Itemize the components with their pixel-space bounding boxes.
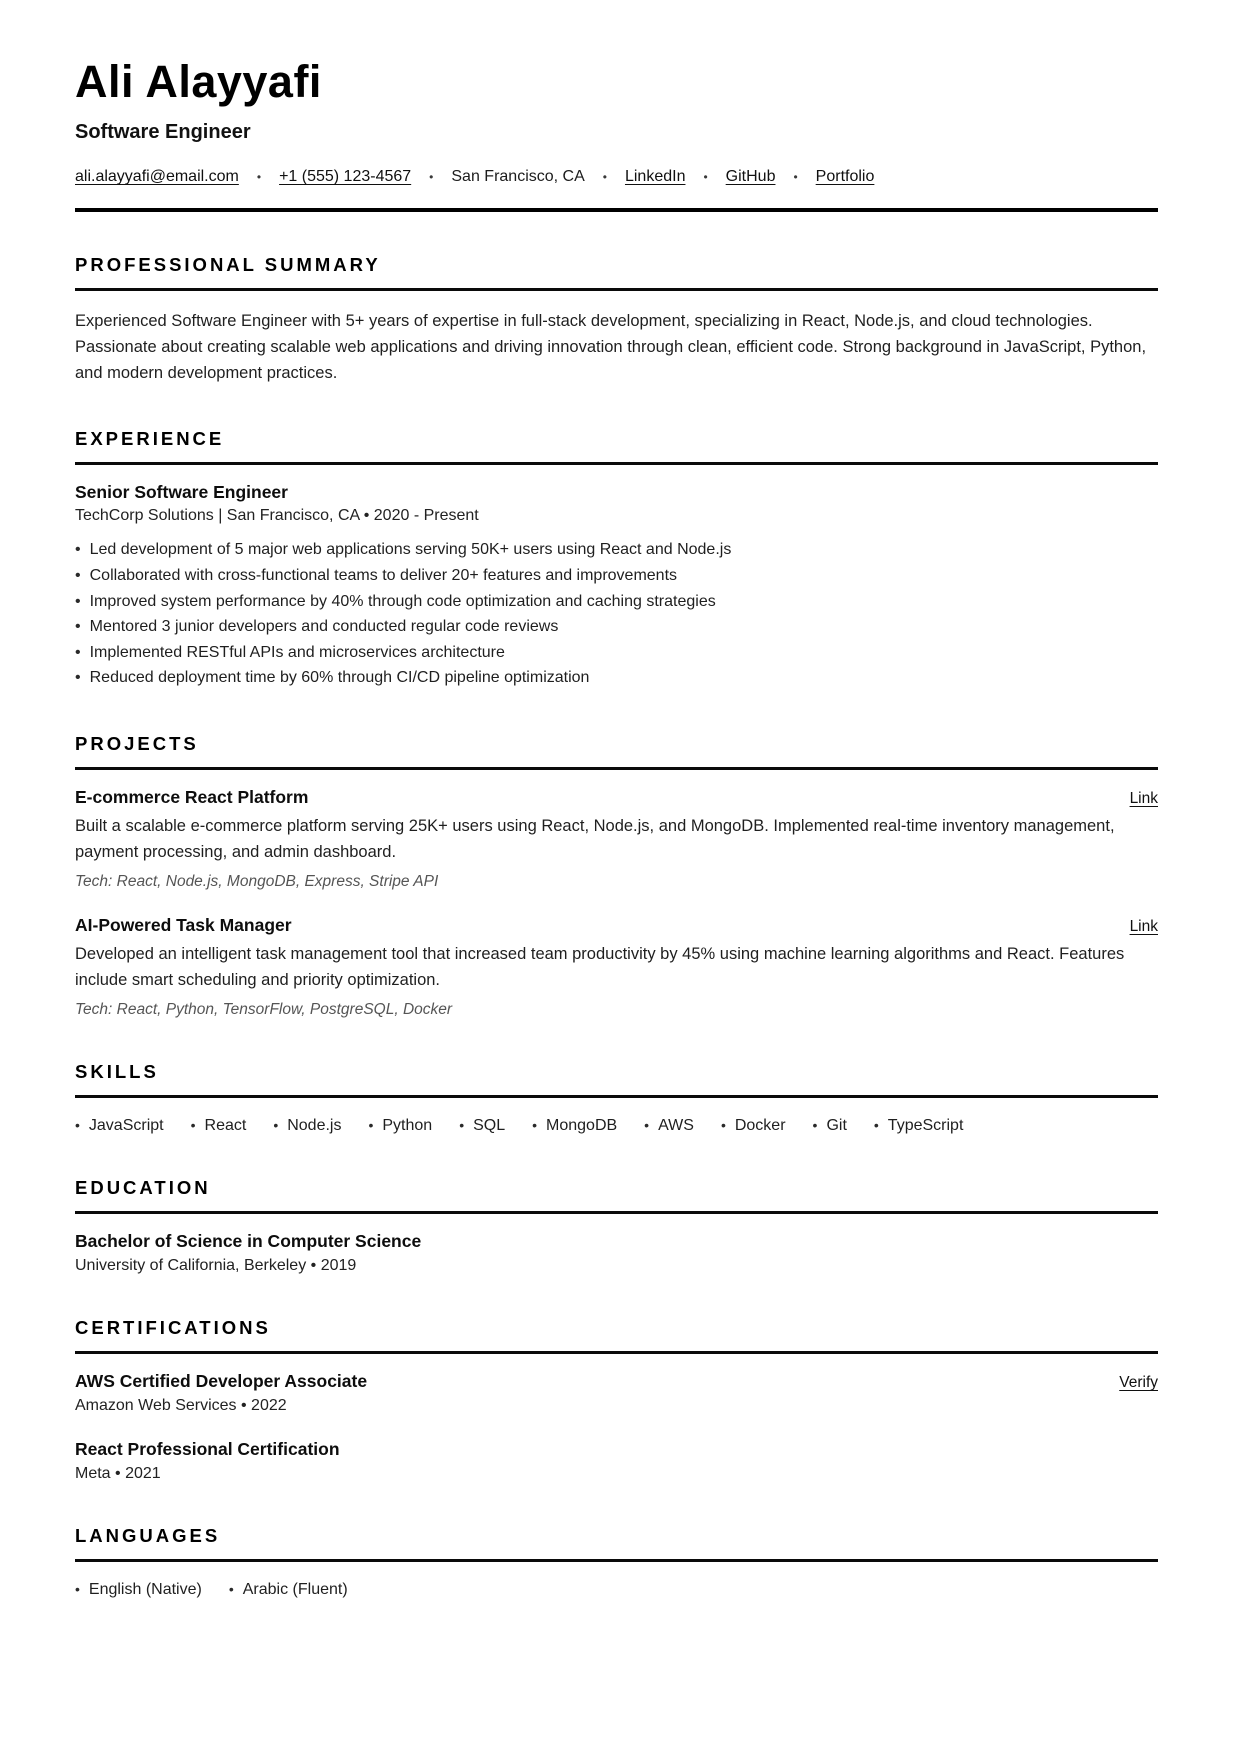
certification-title: React Professional Certification xyxy=(75,1439,340,1460)
email-link[interactable]: ali.alayyafi@email.com xyxy=(75,168,239,186)
github-link[interactable]: GitHub xyxy=(725,168,776,186)
certification-item xyxy=(75,1371,1158,1415)
project-item xyxy=(75,915,1158,1019)
certification-meta: Meta • 2021 xyxy=(75,1465,161,1483)
certification-title: AWS Certified Developer Associate xyxy=(75,1371,368,1392)
project-link[interactable]: Link xyxy=(1129,918,1158,936)
skill-item: • MongoDB xyxy=(532,1117,617,1135)
project-tech: Tech: React, Python, TensorFlow, PostgreSQL, Docker xyxy=(75,1001,453,1019)
linkedin-link[interactable]: LinkedIn xyxy=(624,168,686,186)
location-text: San Francisco, CA xyxy=(451,168,585,186)
section-education xyxy=(75,1177,1158,1275)
job-title: Senior Software Engineer xyxy=(75,482,288,503)
project-description: Built a scalable e-commerce platform serving 25K+ users using React, Node.js, and MongoDB. Implemented real-time inventory management, payment processing, and admin dashboard. xyxy=(75,817,1115,862)
project-title: AI-Powered Task Manager xyxy=(75,915,292,936)
project-link[interactable]: Link xyxy=(1129,790,1158,807)
job-bullet: • Reduced deployment time by 60% through CI/CD pipeline optimization xyxy=(75,665,1158,691)
skills-heading: SKILLS xyxy=(75,1061,1158,1098)
certification-verify-link[interactable]: Verify xyxy=(1119,1374,1158,1392)
section-experience xyxy=(75,428,1158,691)
project-item xyxy=(75,787,1158,891)
experience-heading: EXPERIENCE xyxy=(75,428,1158,465)
skill-item: • React xyxy=(191,1117,247,1135)
education-heading: EDUCATION xyxy=(75,1177,1158,1214)
project-tech: Tech: React, Node.js, MongoDB, Express, Stripe API xyxy=(75,873,439,891)
contact-separator: • xyxy=(429,170,434,185)
certifications-heading: CERTIFICATIONS xyxy=(75,1317,1158,1354)
section-languages xyxy=(75,1525,1158,1599)
skill-item: • Docker xyxy=(721,1117,786,1135)
project-list xyxy=(75,787,1158,1019)
languages-heading: LANGUAGES xyxy=(75,1525,1158,1562)
resume-header xyxy=(75,58,1158,212)
skill-item: • Git xyxy=(813,1117,847,1135)
job-bullet: • Mentored 3 junior developers and conducted regular code reviews xyxy=(75,614,1158,640)
contact-bar xyxy=(75,168,1158,186)
job-bullet: • Implemented RESTful APIs and microservices architecture xyxy=(75,640,1158,666)
skill-item: • TypeScript xyxy=(874,1117,964,1135)
skill-item: • Node.js xyxy=(273,1117,341,1135)
job-bullet: • Improved system performance by 40% through code optimization and caching strategies xyxy=(75,589,1158,615)
summary-heading: PROFESSIONAL SUMMARY xyxy=(75,254,1158,291)
education-meta: University of California, Berkeley • 2019 xyxy=(75,1257,357,1275)
language-item: • English (Native) xyxy=(75,1581,202,1599)
portfolio-link[interactable]: Portfolio xyxy=(815,168,875,186)
skill-item: • JavaScript xyxy=(75,1117,164,1135)
certification-list xyxy=(75,1371,1158,1483)
skills-list xyxy=(75,1117,1158,1135)
section-certifications xyxy=(75,1317,1158,1483)
education-degree: Bachelor of Science in Computer Science xyxy=(75,1231,422,1252)
job-bullet: • Collaborated with cross-functional teams to deliver 20+ features and improvements xyxy=(75,563,1158,589)
skill-item: • Python xyxy=(368,1117,432,1135)
projects-heading: PROJECTS xyxy=(75,733,1158,770)
contact-separator: • xyxy=(793,170,798,185)
job-meta: TechCorp Solutions | San Francisco, CA • 2020 - Present xyxy=(75,507,479,525)
contact-separator: • xyxy=(256,170,262,185)
section-professional-summary xyxy=(75,254,1158,386)
candidate-name: Ali Alayyafi xyxy=(75,56,322,107)
candidate-job-title: Software Engineer xyxy=(75,121,251,144)
language-item: • Arabic (Fluent) xyxy=(229,1581,348,1599)
section-skills xyxy=(75,1061,1158,1135)
skill-item: • AWS xyxy=(644,1117,694,1135)
phone-link[interactable]: +1 (555) 123-4567 xyxy=(279,168,412,186)
job-bullet: • Led development of 5 major web applications serving 50K+ users using React and Node.js xyxy=(75,537,1158,563)
project-description: Developed an intelligent task management tool that increased team productivity by 45% using machine learning algorithms and React. Features include smart scheduling and priority optimization. xyxy=(75,945,1125,990)
skill-item: • SQL xyxy=(459,1117,505,1135)
summary-text: Experienced Software Engineer with 5+ years of expertise in full-stack development, specializing in React, Node.js, and cloud technologies. Passionate about creating scalable web applications and driving innovation through clean, efficient code. Strong background in JavaScript, Python, and modern development practices. xyxy=(75,312,1147,383)
job-bullet-list xyxy=(75,537,1158,691)
project-title: E-commerce React Platform xyxy=(75,787,309,807)
section-projects xyxy=(75,733,1158,1019)
contact-separator: • xyxy=(602,170,607,185)
contact-separator: • xyxy=(703,170,708,185)
certification-meta: Amazon Web Services • 2022 xyxy=(75,1397,287,1415)
certification-item xyxy=(75,1439,1158,1483)
languages-list xyxy=(75,1581,1158,1599)
